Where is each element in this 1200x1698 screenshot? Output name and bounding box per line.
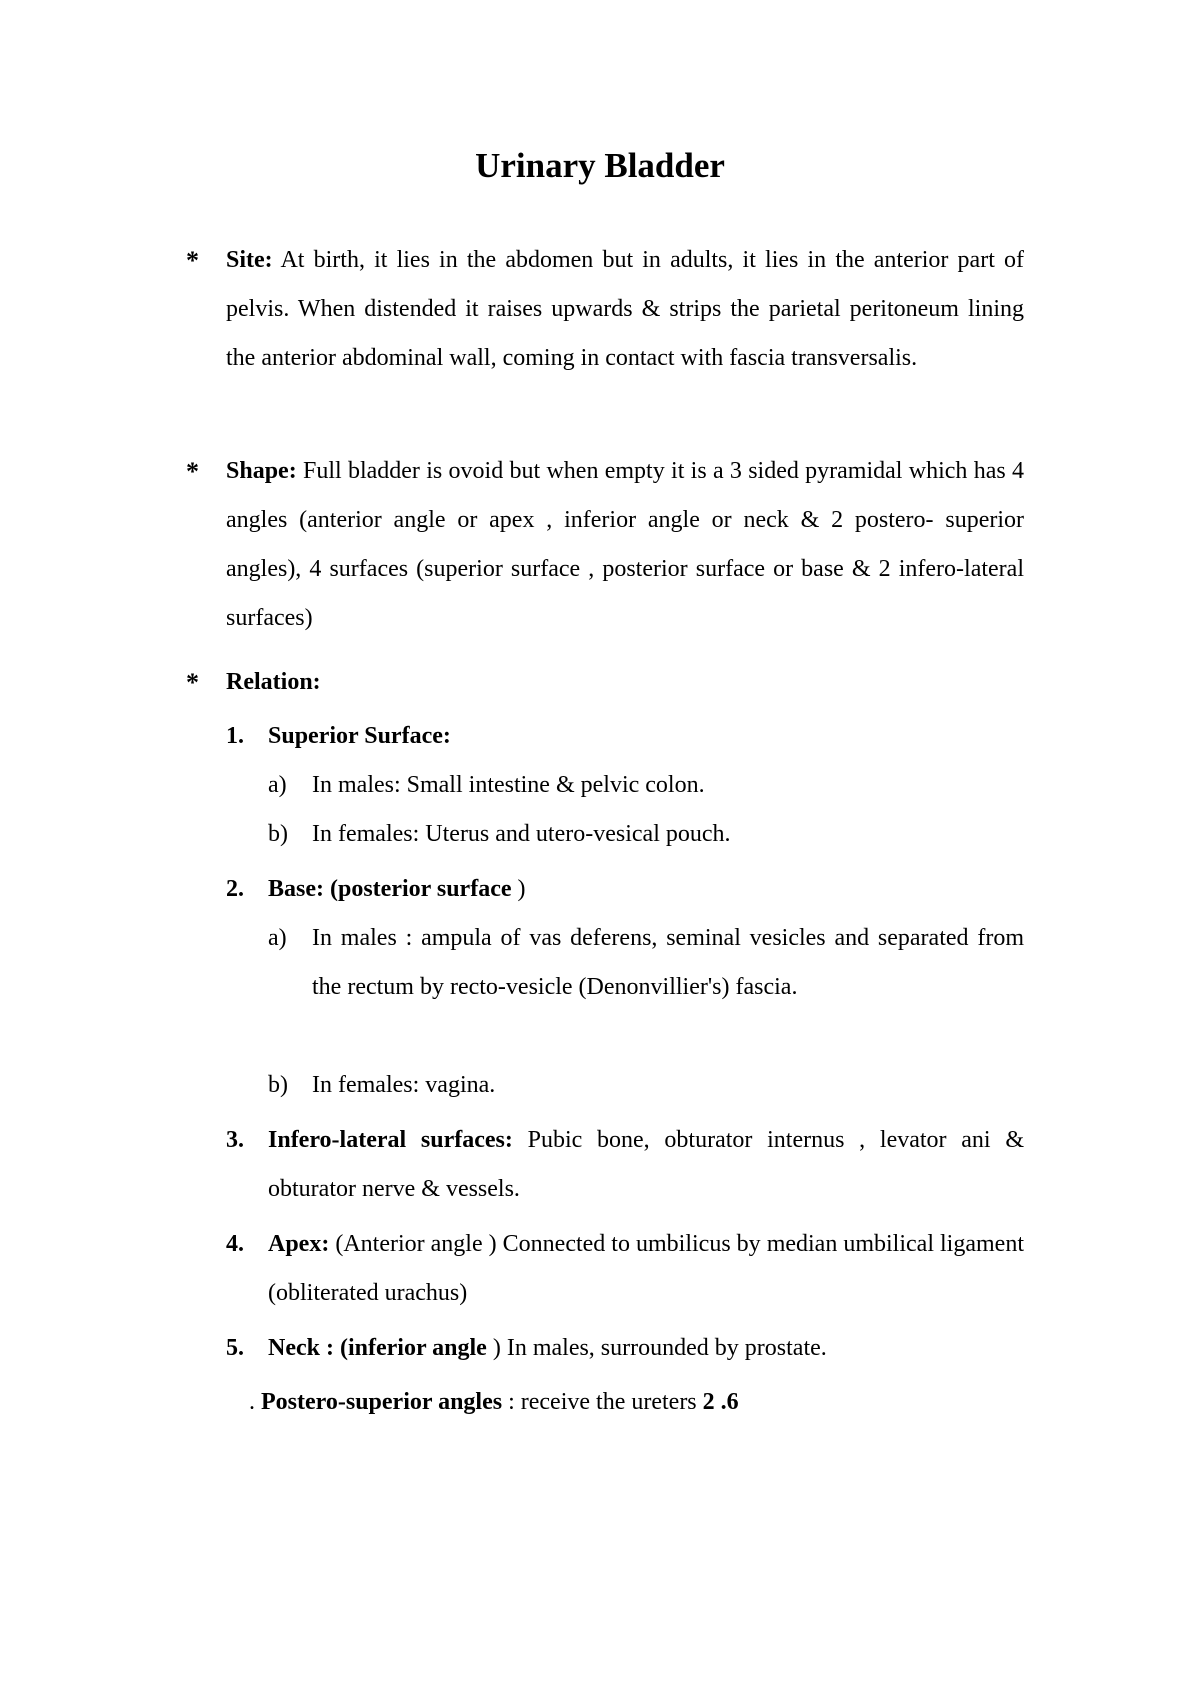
relation-item-4-text: (Anterior angle ) Connected to umbilicus by median umbilical ligament (obliterated urachus) (268, 1231, 1024, 1306)
site-paragraph (226, 236, 1024, 383)
relation-item-1 (268, 712, 1024, 761)
relation-item-3-number: 3. (226, 1127, 244, 1153)
relation-heading: Relation: (226, 669, 321, 695)
shape-text: Full bladder is ovoid but when empty it is a 3 sided pyramidal which has 4 angles (anterior angle or apex , inferior angle or neck & 2 postero- superior angles), 4 surfaces (superior surface , posterior surface or base & 2 infero-lateral surfaces) (226, 458, 1024, 631)
relation-item-5-number: 5. (226, 1335, 244, 1361)
relation-item-4-number: 4. (226, 1231, 244, 1257)
relation-item-4-label: Apex: (268, 1231, 330, 1257)
relation-item-6-text: : receive the ureters (502, 1389, 703, 1415)
relation-item-6-prefix: . (249, 1389, 261, 1415)
site-label: Site: (226, 247, 273, 273)
relation-item-1a: In males: Small intestine & pelvic colon. (312, 772, 705, 798)
relation-item-2a: In males : ampula of vas deferens, seminal vesicles and separated from the rectum by recto-vesicle (Denonvillier's) fascia. (312, 925, 1024, 1000)
relation-item-1a-letter: a) (268, 772, 287, 798)
relation-item-1b-letter: b) (268, 821, 288, 847)
relation-item-1-number: 1. (226, 723, 244, 749)
relation-item-4 (268, 1220, 1024, 1318)
relation-item-2-text: ) (511, 876, 526, 902)
relation-item-5 (268, 1324, 1024, 1373)
shape-label: Shape: (226, 458, 297, 484)
relation-item-3-text: Pubic bone, obturator internus , levator ani & obturator nerve & vessels. (268, 1127, 1024, 1202)
bullet-relation: * (186, 668, 199, 697)
site-text: At birth, it lies in the abdomen but in adults, it lies in the anterior part of pelvis. When distended it raises upwards & strips the parietal peritoneum lining the anterior abdominal wall, coming in contact with fascia transversalis. (226, 247, 1024, 371)
relation-item-2 (268, 865, 1024, 914)
relation-item-3 (268, 1116, 1024, 1214)
relation-item-6 (249, 1378, 739, 1427)
relation-item-2-label: Base: (posterior surface (268, 876, 512, 902)
relation-item-2b: In females: vagina. (312, 1072, 496, 1098)
shape-paragraph (226, 447, 1024, 643)
bullet-site: * (186, 246, 199, 275)
relation-item-5-label: Neck : (inferior angle (268, 1335, 487, 1361)
relation-item-6-label: Postero-superior angles (261, 1389, 503, 1415)
relation-item-1b: In females: Uterus and utero-vesical pouch. (312, 821, 731, 847)
relation-item-6-number: 2 (702, 1389, 715, 1415)
document-title: Urinary Bladder (475, 146, 725, 185)
relation-item-5-text: ) In males, surrounded by prostate. (486, 1335, 827, 1361)
relation-item-2-number: 2. (226, 876, 244, 902)
relation-item-3-label: Infero-lateral surfaces: (268, 1127, 513, 1153)
relation-item-1-label: Superior Surface: (268, 723, 451, 749)
relation-item-2a-letter: a) (268, 925, 287, 951)
relation-item-6-suffix: .6 (714, 1389, 739, 1415)
relation-item-2b-letter: b) (268, 1072, 288, 1098)
bullet-shape: * (186, 457, 199, 486)
